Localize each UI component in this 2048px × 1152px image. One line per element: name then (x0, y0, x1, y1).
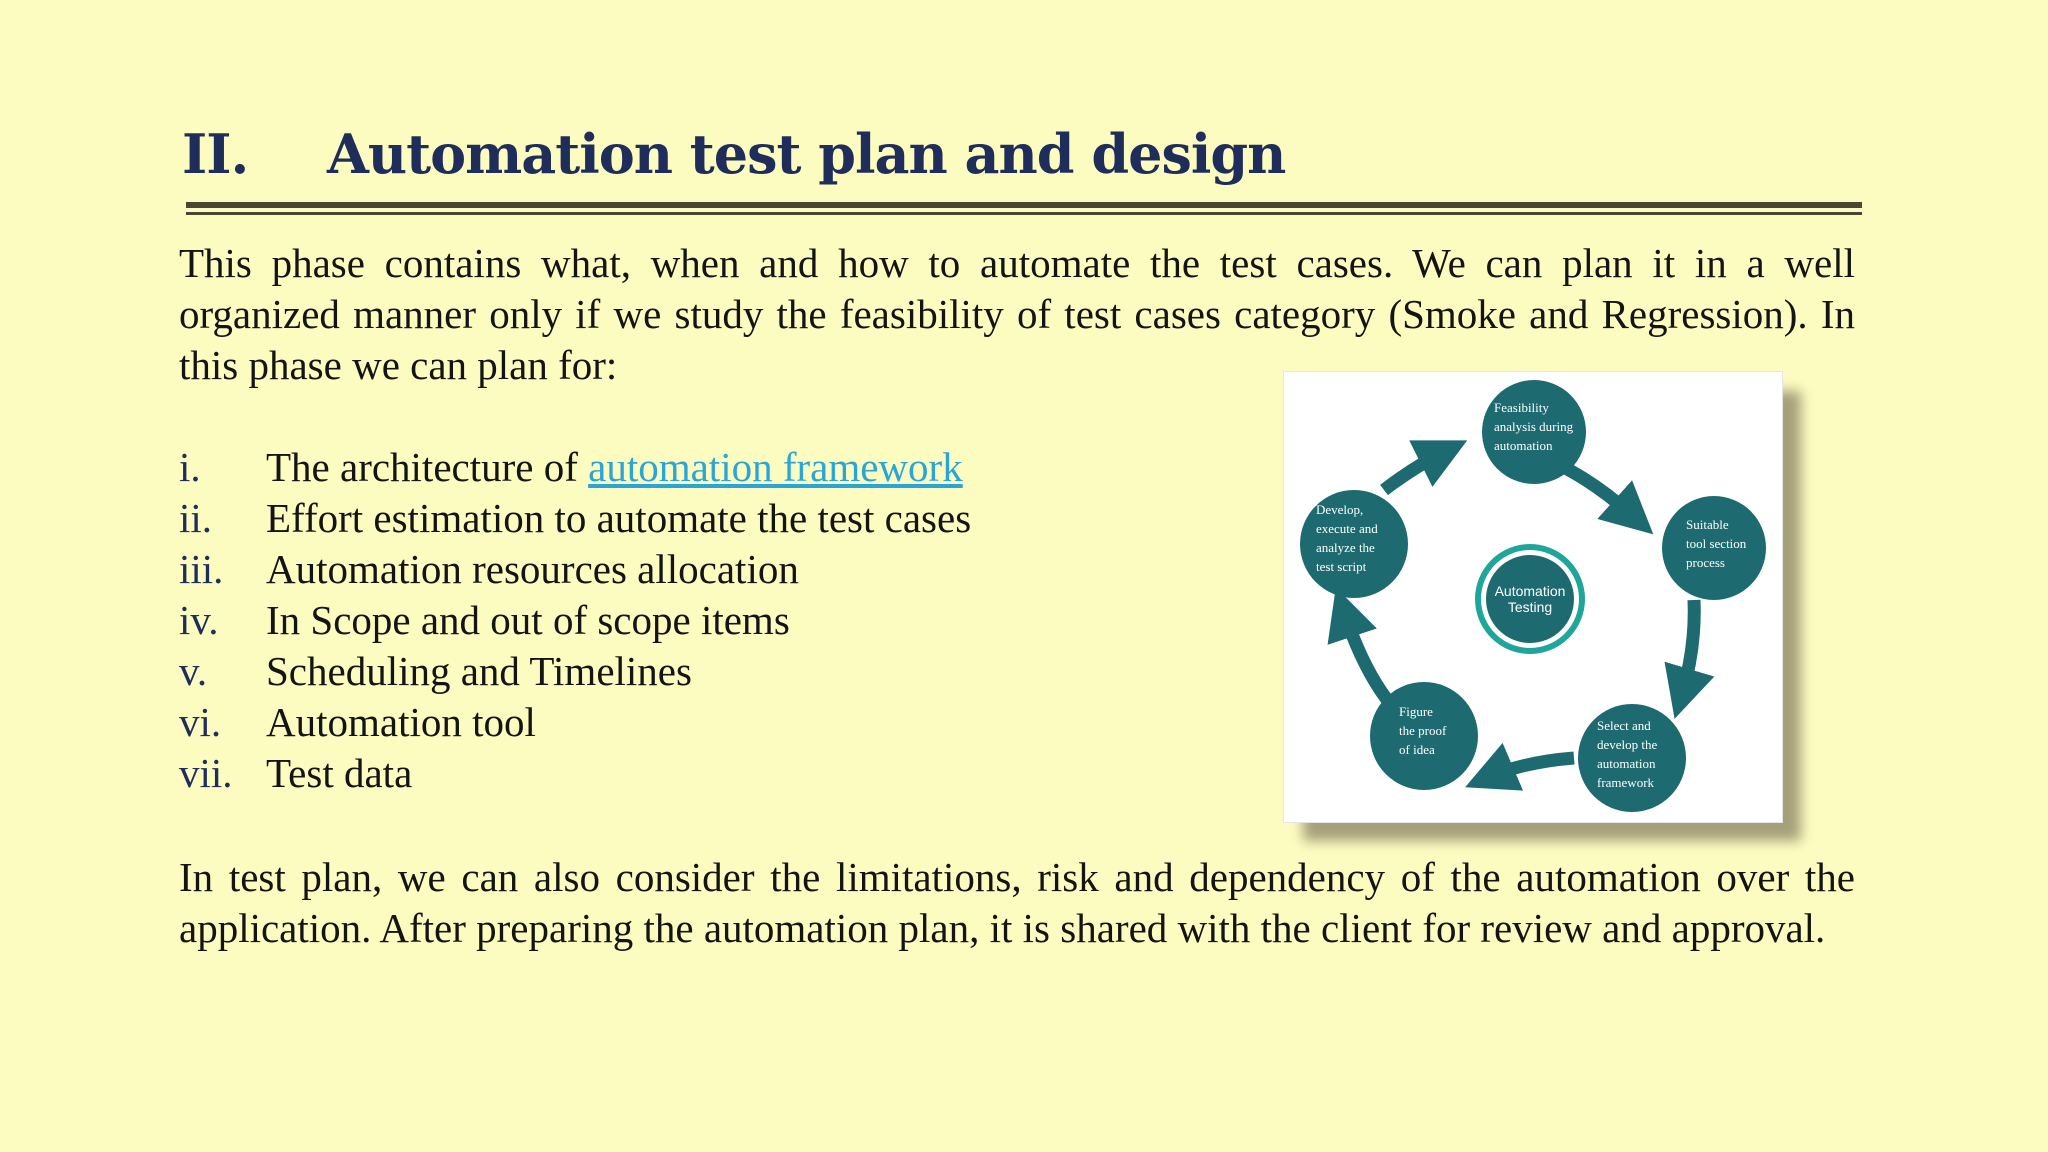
title-underline-thin (186, 212, 1862, 215)
list-text: Effort estimation to automate the test cases (266, 495, 972, 541)
list-numeral: vi. (179, 699, 222, 745)
step-text: the proof (1399, 723, 1447, 738)
title-text: Automation test plan and design (327, 122, 1286, 186)
step-text: analyze the (1316, 540, 1375, 555)
list-item (179, 544, 971, 595)
slide-title (182, 112, 1285, 196)
list-text: The architecture of (266, 444, 589, 490)
figure-frame (1283, 371, 1783, 823)
step-text: tool section (1686, 536, 1747, 551)
center-label-line1: Automation (1494, 583, 1566, 599)
list-numeral: i. (179, 444, 201, 490)
list-numeral: iii. (179, 546, 224, 592)
cycle-diagram (1284, 372, 1782, 822)
automation-framework-link[interactable]: automation framework (588, 444, 963, 490)
arrow-4 (1344, 612, 1392, 706)
arrow-5 (1384, 452, 1444, 490)
step-text: Figure (1399, 704, 1433, 719)
step-text: automation (1597, 756, 1656, 771)
center-node (1473, 542, 1587, 656)
step-node-tool-selection (1662, 496, 1766, 600)
arrow-3 (1489, 758, 1574, 777)
center-label-line2: Testing (1507, 599, 1553, 615)
step-text: Select and (1597, 718, 1651, 733)
step-node-feasibility (1482, 380, 1586, 484)
list-text: Automation tool (266, 699, 536, 745)
list-text: Test data (266, 750, 413, 796)
list-item (179, 646, 971, 697)
title-underline (186, 202, 1862, 208)
conclusion-paragraph: In test plan, we can also consider the limitations, risk and dependency of the automation over the application. After preparing the automation plan, it is shared with the client for review and approval. (179, 854, 1855, 951)
plan-list (179, 442, 971, 799)
step-text: Develop, (1316, 502, 1364, 517)
step-node-develop (1300, 490, 1408, 598)
step-text: automation (1494, 438, 1553, 453)
step-text: framework (1597, 775, 1655, 790)
list-item (179, 595, 971, 646)
list-text: Scheduling and Timelines (266, 648, 692, 694)
list-numeral: v. (179, 648, 208, 694)
step-text: of idea (1399, 742, 1435, 757)
automation-cycle-figure (1283, 371, 1781, 821)
list-item (179, 697, 971, 748)
list-text: In Scope and out of scope items (266, 597, 790, 643)
intro-paragraph: This phase contains what, when and how to automate the test cases. We can plan it in a well organized manner only if we study the feasibility of test cases category (Smoke and Regression). In this phase we can plan for: (179, 240, 1855, 388)
list-numeral: ii. (179, 495, 213, 541)
list-item (179, 442, 971, 493)
list-numeral: vii. (179, 750, 233, 796)
arrow-2 (1682, 600, 1694, 694)
step-text: process (1686, 555, 1725, 570)
step-node-proof (1370, 682, 1478, 790)
step-text: Suitable (1686, 517, 1729, 532)
list-item (179, 748, 971, 799)
step-text: execute and (1316, 521, 1378, 536)
list-numeral: iv. (179, 597, 219, 643)
step-text: Feasibility (1494, 400, 1549, 415)
step-text: test script (1316, 559, 1367, 574)
list-text: Automation resources allocation (266, 546, 799, 592)
step-text: analysis during (1494, 419, 1574, 434)
step-node-framework (1578, 704, 1686, 812)
title-number: II. (182, 122, 249, 186)
step-text: develop the (1597, 737, 1658, 752)
list-item (179, 493, 971, 544)
